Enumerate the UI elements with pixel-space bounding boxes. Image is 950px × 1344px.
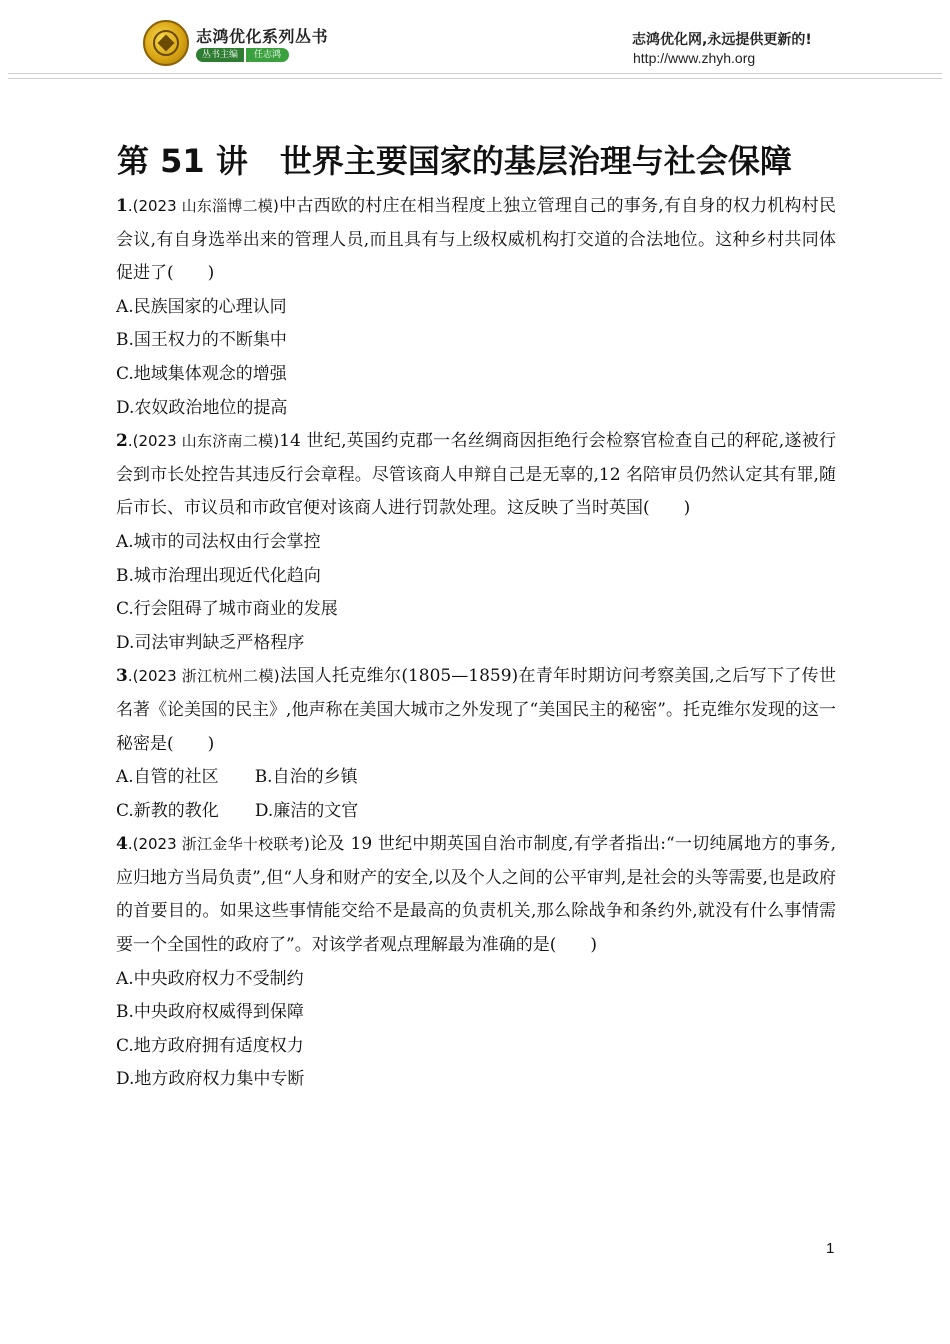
question-stem: 中古西欧的村庄在相当程度上独立管理自己的事务,有自身的权力机构村民会议,有自身选举出来的管理人员,而且具有与上级权威机构打交道的合法地位。这种乡村共同体促进了( ) bbox=[116, 196, 837, 284]
option-b[interactable]: B.城市治理出现近代化趋向 bbox=[116, 565, 321, 586]
option-a[interactable]: A.中央政府权力不受制约 bbox=[116, 968, 304, 989]
option-row bbox=[116, 795, 836, 829]
question-1 bbox=[116, 190, 836, 425]
option-c[interactable]: C.行会阻碍了城市商业的发展 bbox=[116, 599, 338, 620]
option-a[interactable]: A.民族国家的心理认同 bbox=[116, 296, 287, 317]
option-d[interactable]: D.地方政府权力集中专断 bbox=[116, 1069, 305, 1090]
option-a[interactable]: A.城市的司法权由行会掌控 bbox=[116, 531, 321, 552]
option-a[interactable]: A.自管的社区 bbox=[116, 767, 219, 788]
editor-tag bbox=[196, 48, 289, 62]
option-c[interactable]: C.地方政府拥有适度权力 bbox=[116, 1035, 304, 1056]
logo-seal-icon bbox=[143, 20, 189, 66]
option-b[interactable]: B.自治的乡镇 bbox=[254, 767, 358, 788]
page-number: 1 bbox=[826, 1240, 835, 1257]
option-b[interactable]: B.国王权力的不断集中 bbox=[116, 330, 287, 351]
question-list bbox=[116, 190, 836, 1097]
option-row bbox=[116, 761, 836, 795]
question-number: 2 bbox=[116, 431, 128, 452]
option-b[interactable]: B.中央政府权威得到保障 bbox=[116, 1002, 304, 1023]
question-number: 1 bbox=[116, 196, 128, 216]
question-source: .(2023 山东济南二模) bbox=[127, 432, 280, 451]
option-c[interactable]: C.地域集体观念的增强 bbox=[116, 363, 287, 384]
question-3 bbox=[116, 660, 836, 828]
option-d[interactable]: D.农奴政治地位的提高 bbox=[116, 397, 288, 418]
page-header bbox=[0, 0, 950, 88]
editor-role: 丛书主编 bbox=[196, 48, 244, 62]
page-title: 第 51 讲 世界主要国家的基层治理与社会保障 bbox=[117, 142, 792, 180]
question-number: 3 bbox=[116, 666, 128, 687]
option-d[interactable]: D.廉洁的文官 bbox=[254, 800, 359, 821]
editor-name: 任志鸿 bbox=[246, 48, 289, 62]
option-d[interactable]: D.司法审判缺乏严格程序 bbox=[116, 632, 305, 653]
question-number: 4 bbox=[116, 834, 128, 855]
question-stem: 14 世纪,英国约克郡一名丝绸商因拒绝行会检察官检查自己的秤砣,遂被行会到市长处控告其违反行会章程。尽管该商人申辩自己是无辜的,12 名陪审员仍然认定其有罪,随后市长、市议员和市政官便对该商人进行罚款处理。这反映了当时英国( ) bbox=[116, 431, 836, 519]
question-stem: 论及 19 世纪中期英国自治市制度,有学者指出:“一切纯属地方的事务,应归地方当局负责”,但“人身和财产的安全,以及个人之间的公平审判,是社会的头等需要,也是政府的首要目的。如果这些事情能交给不是最高的负责机关,那么除战争和条约外,就没有什么事情需要一个全国性的政府了”。对该学者观点理解最为准确的是( ) bbox=[116, 834, 837, 956]
question-4 bbox=[116, 828, 836, 1097]
question-source: .(2023 山东淄博二模) bbox=[127, 197, 279, 215]
header-slogan: 志鸿优化网,永远提供更新的! bbox=[632, 32, 812, 48]
question-stem: 法国人托克维尔(1805—1859)在青年时期访问考察美国,之后写下了传世名著《论美国的民主》,他声称在美国大城市之外发现了“美国民主的秘密”。托克维尔发现的这一秘密是( ) bbox=[116, 666, 836, 754]
header-divider bbox=[8, 73, 942, 79]
question-source: .(2023 浙江金华十校联考) bbox=[127, 835, 310, 854]
question-source: .(2023 浙江杭州二模) bbox=[127, 667, 280, 686]
option-c[interactable]: C.新教的教化 bbox=[116, 800, 219, 821]
header-url[interactable]: http://www.zhyh.org bbox=[633, 50, 756, 66]
series-title: 志鸿优化系列丛书 bbox=[196, 27, 329, 46]
question-2 bbox=[116, 425, 836, 660]
